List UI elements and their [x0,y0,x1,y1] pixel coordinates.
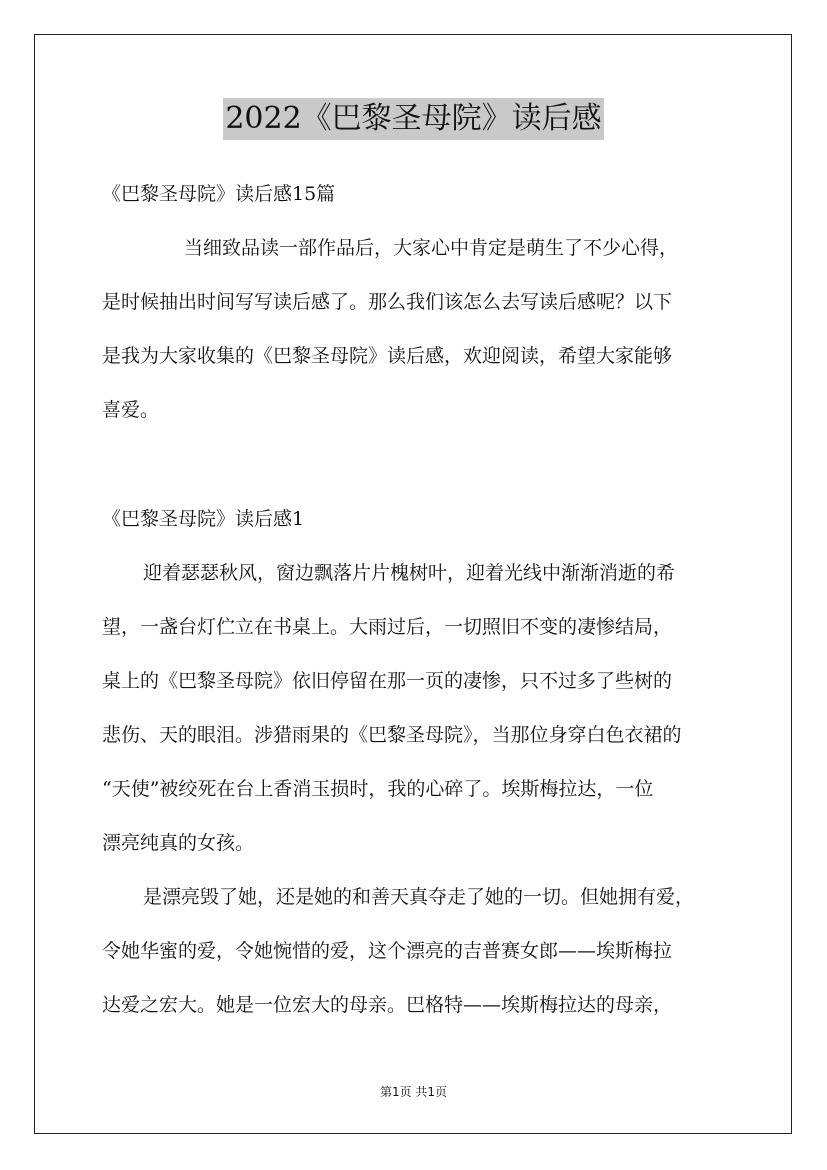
document-title: 2022《巴黎圣母院》读后感 [223,98,603,140]
intro-line: 是时候抽出时间写写读后感了。那么我们该怎么去写读后感呢？以下 [102,291,673,313]
title-container [0,98,827,140]
section-heading: 《巴黎圣母院》读后感1 [102,508,305,530]
paragraph-line: 达爱之宏大。她是一位宏大的母亲。巴格特——埃斯梅拉达的母亲， [102,994,673,1016]
paragraph-line: “天使”被绞死在台上香消玉损时，我的心碎了。埃斯梅拉达，一位 [102,778,654,800]
intro-line: 当细致品读一部作品后，大家心中肯定是萌生了不少心得， [184,237,679,259]
paragraph-line: 迎着瑟瑟秋风，窗边飘落片片槐树叶，迎着光线中渐渐消逝的希 [143,562,676,584]
paragraph-line: 悲伤、天的眼泪。涉猎雨果的《巴黎圣母院》，当那位身穿白色衣裙的 [102,724,682,746]
subtitle: 《巴黎圣母院》读后感15篇 [102,183,336,205]
paragraph-line: 是漂亮毁了她，还是她的和善天真夺走了她的一切。但她拥有爱， [143,886,695,908]
paragraph-line: 漂亮纯真的女孩。 [102,832,255,854]
intro-line: 是我为大家收集的《巴黎圣母院》读后感，欢迎阅读，希望大家能够 [102,345,673,367]
paragraph-line: 桌上的《巴黎圣母院》依旧停留在那一页的凄惨，只不过多了些树的 [102,670,673,692]
page-footer: 第1页 共1页 [379,1085,448,1099]
intro-line: 喜爱。 [102,399,160,421]
paragraph-line: 令她华蜜的爱，令她惋惜的爱，这个漂亮的吉普赛女郎——埃斯梅拉 [102,940,673,962]
paragraph-line: 望，一盏台灯伫立在书桌上。大雨过后，一切照旧不变的凄惨结局， [102,616,673,638]
